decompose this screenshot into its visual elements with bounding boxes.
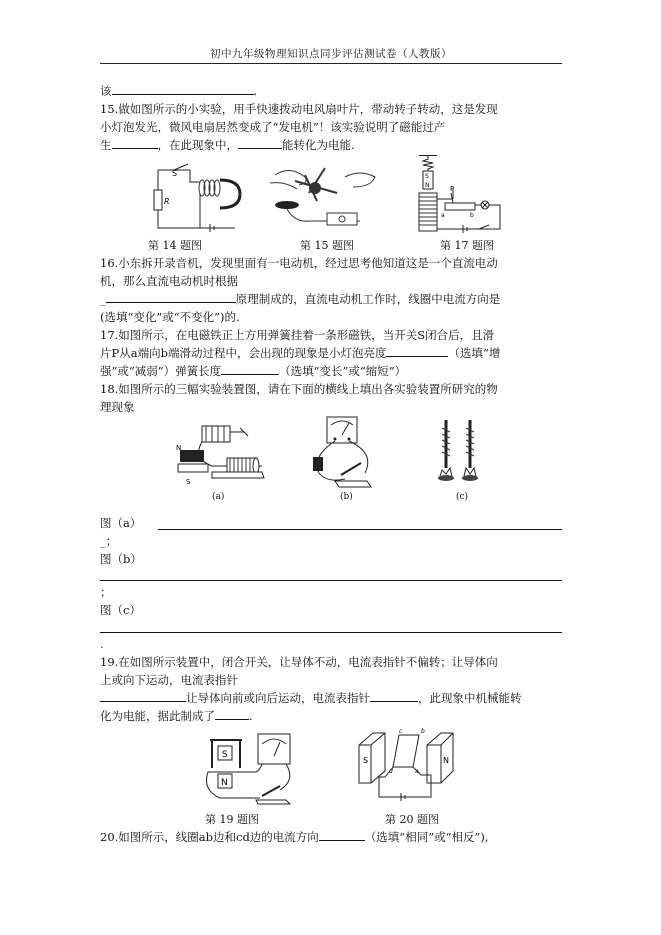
figure-18c-apparatus (432, 418, 487, 490)
header-rule (100, 63, 562, 64)
figure-15-fan-experiment (265, 163, 380, 235)
question-15-line-1: 15.做如图所示的小实验，用手快速拨动电风扇叶片，带动转子转动，这是发现 (100, 102, 498, 116)
point-b-label: b (421, 728, 425, 735)
question-19-line-3 (100, 690, 522, 706)
text: ，在此现象中， (157, 138, 238, 152)
slider-p-label: P (450, 185, 455, 193)
figure-18b-caption: (b) (340, 492, 353, 502)
text: （选填“相同”或“相反”), (364, 830, 489, 844)
figure-b-answer-line (100, 580, 562, 581)
question-17-line-3 (100, 363, 406, 379)
text: 生 (100, 138, 112, 152)
figure-b-answer-label: 图（b） (100, 552, 142, 566)
question-17-line-2 (100, 345, 500, 361)
question-line (100, 83, 257, 99)
point-b-label: b (470, 212, 474, 219)
text: . (249, 709, 253, 723)
text: （选填“增 (448, 346, 501, 360)
question-19-line-2: 上或向下运动，电流表指针 (100, 673, 238, 687)
question-20-line-1 (100, 829, 488, 845)
text: 让导体向前或向后运动，电流表指针 (186, 691, 370, 705)
answer-blank (112, 137, 158, 149)
switch-label: S (172, 169, 178, 178)
figure-15-caption: 第 15 题图 (300, 239, 354, 252)
figure-19-caption: 第 19 题图 (205, 813, 259, 826)
answer-blank (370, 690, 418, 702)
point-a-label: a (415, 768, 419, 775)
answer-blank (106, 291, 236, 303)
answer-blank (238, 137, 282, 149)
text: 片P从a端向b端滑动过程中，会出现的现象是小灯泡亮度 (100, 346, 387, 360)
answer-blank (386, 345, 448, 357)
question-19-line-4 (100, 708, 253, 724)
figure-14-caption: 第 14 题图 (148, 239, 202, 252)
page-header: 初中九年级物理知识点同步评估测试卷（人教版） (210, 48, 452, 60)
text: 化为电能，据此制成了 (100, 709, 215, 723)
figure-20-caption: 第 20 题图 (385, 813, 439, 826)
figure-17-electromagnet (405, 155, 505, 233)
question-15-line-3 (100, 137, 355, 153)
text: 20.如图所示，线圈ab边和cd边的电流方向 (100, 830, 319, 844)
answer-blank (319, 829, 365, 841)
text: 原理制成的，直流电动机工作时，线圈中电流方向是 (235, 292, 501, 306)
figure-20-coil-in-field (355, 727, 470, 805)
magnet-n-label: N (176, 444, 182, 452)
figure-18a-caption: (a) (212, 492, 225, 502)
answer-blank (215, 708, 249, 720)
figure-a-answer-label: 图（a） (100, 516, 142, 530)
text: ，此现象中机械能转 (418, 691, 522, 705)
point-a-label: a (441, 212, 445, 219)
figure-c-answer-end: . (100, 637, 104, 651)
question-16-line-1: 16.小东拆开录音机，发现里面有一电动机，经过思考他知道这是一个直流电动 (100, 256, 498, 270)
figure-a-answer-end: _； (100, 534, 118, 548)
figure-c-answer-line (100, 632, 562, 633)
magnet-n-label: N (221, 778, 228, 788)
figure-b-answer-end: ； (100, 585, 112, 599)
question-16-line-4: (选填“变化”或“不变化”)的. (100, 310, 240, 324)
text: . (253, 84, 258, 98)
magnet-s-label: S (222, 750, 228, 760)
question-19-line-1: 19.在如图所示装置中，闭合开关，让导体不动，电流表指针不偏转；让导体向 (100, 655, 498, 669)
magnet-n-label: N (425, 182, 430, 189)
figure-14-circuit (150, 160, 250, 235)
text: 能转化为电能. (282, 138, 355, 152)
text: _ (100, 292, 106, 306)
magnet-s-label: S (363, 756, 369, 765)
figure-c-answer-label: 图（c） (100, 603, 141, 617)
figure-18c-caption: (c) (456, 492, 469, 502)
answer-blank (221, 363, 279, 375)
text: 强”或“减弱”）弹簧长度 (100, 364, 222, 378)
magnet-s-label: S (425, 173, 429, 180)
question-16-line-3 (100, 291, 500, 307)
question-17-line-1: 17.如图所示，在电磁铁正上方用弹簧挂着一条形磁铁，当开关S闭合后，且滑 (100, 328, 495, 342)
answer-blank (100, 690, 186, 702)
figure-a-answer-line (158, 529, 562, 530)
figure-18a-apparatus (172, 418, 272, 493)
magnet-s-label: S (186, 478, 191, 486)
point-d-label: d (389, 768, 393, 775)
figure-18b-apparatus (305, 413, 385, 491)
answer-blank (112, 83, 254, 95)
resistor-label: R (164, 197, 170, 206)
text: （选填“变长”或“缩短”） (279, 364, 407, 378)
question-18-line-2: 理现象 (100, 400, 135, 414)
question-16-line-2: 机，那么直流电动机时根据 (100, 274, 238, 288)
magnet-n-label: N (443, 756, 449, 765)
question-15-line-2: 小灯泡发光，微风电扇居然变成了“发电机”！该实验说明了磁能过产 (100, 120, 446, 134)
figure-17-caption: 第 17 题图 (440, 239, 494, 252)
point-c-label: c (399, 728, 403, 735)
text: 该 (100, 84, 112, 98)
figure-19-apparatus (200, 730, 300, 805)
question-18-line-1: 18.如图所示的三幅实验装置图，请在下面的横线上填出各实验装置所研究的物 (100, 382, 498, 396)
